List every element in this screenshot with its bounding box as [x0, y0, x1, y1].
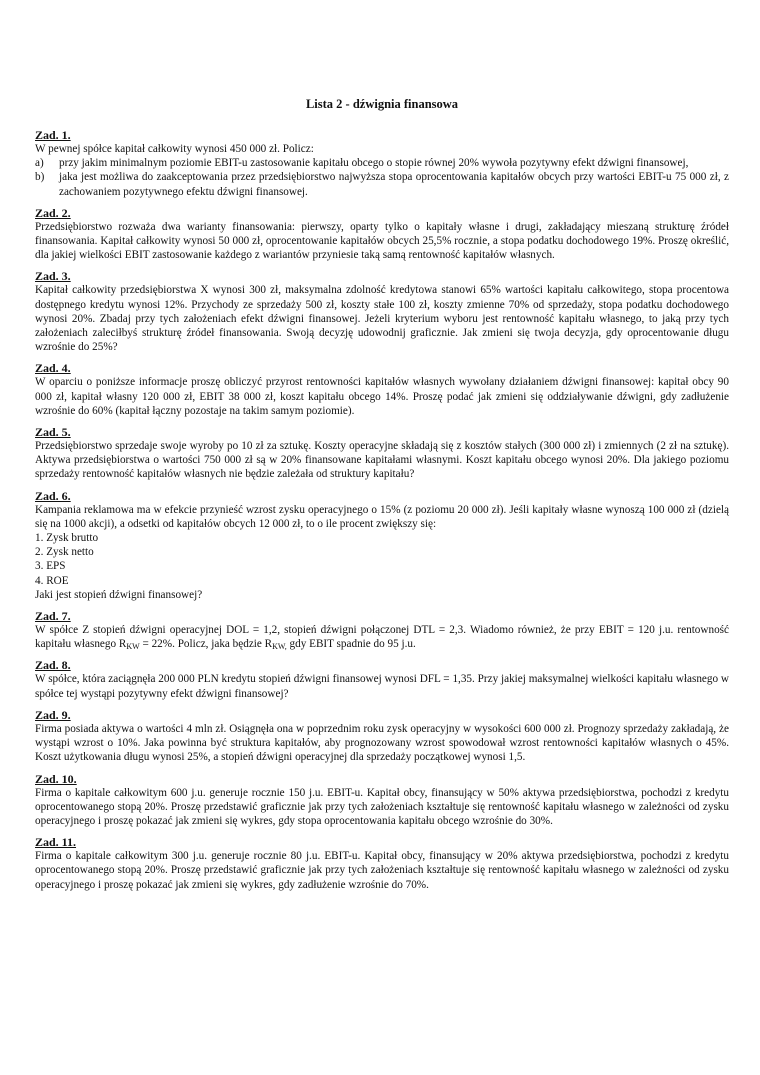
task-7-text-part: = 22%. Policz, jaka będzie R [139, 638, 273, 651]
rkw-subscript: KW [126, 642, 140, 652]
task-8-text: W spółce, która zaciągnęła 200 000 PLN kredytu stopień dźwigni finansowej wynosi DFL = 1,35. Przy jakiej maksymalnej wielkości kapitału własnego w spółce tej wystąpi pozytywny efekt dźwigni finansowej? [35, 673, 729, 700]
task-9-text: Firma posiada aktywa o wartości 4 mln zł. Osiągnęła ona w poprzednim roku zysk operacyjny w wysokości 600 000 zł. Prognozy sprzedaży zakładają, że wystąpi wzrost o 10%. Jaka powinna być struktura kapitałów, aby prognozowany wzrost spowodował wzrost rentowności kapitałów własnych o 45%. Koszt użytkowania długu wynosi 25%, a stopień dźwigni operacyjnej dla sprzedaży początkowej wynosi 1,5. [35, 722, 729, 764]
task-10 [35, 772, 729, 829]
task-7-text [35, 623, 729, 651]
task-1-heading: Zad. 1. [35, 128, 71, 142]
page-title: Lista 2 - dźwignia finansowa [305, 97, 459, 111]
task-1-intro: W pewnej spółce kapitał całkowity wynosi 450 000 zł. Policz: [35, 143, 314, 155]
task-5-heading: Zad. 5. [35, 425, 71, 440]
task-6-question: Jaki jest stopień dźwigni finansowej? [35, 588, 203, 601]
task-2-text: Przedsiębiorstwo rozważa dwa warianty finansowania: pierwszy, oparty tylko o kapitały własne i drugi, zakładający mieszaną strukturę źródeł finansowania. Kapitał całkowity wynosi 50 000 zł, oprocentowanie kapitałów obcych 25,5% rocznie, a stopa podatku dochodowego 19%. Proszę określić, dla jakiej wielkości EBIT zastosowanie każdego z wariantów przyniesie taką samą rentowność kapitałów własnych. [35, 220, 729, 262]
task-7 [35, 609, 729, 651]
task-5 [35, 425, 729, 482]
list-item-text: jaka jest możliwa do zaakceptowania przez przedsiębiorstwo najwyższa stopa oprocentowania kapitałów obcych przy wartości EBIT-u 75 000 zł, z zachowaniem pozytywnego efektu dźwigni finansowej. [59, 171, 729, 198]
task-1-list [35, 156, 729, 199]
list-item-text: przy jakim minimalnym poziomie EBIT-u zastosowanie kapitału obcego o stopie równej 20% wywoła pozytywny efekt dźwigni finansowej, [59, 157, 689, 170]
task-3-heading: Zad. 3. [35, 269, 71, 284]
task-7-text-part: gdy EBIT spadnie do 95 j.u. [286, 638, 416, 651]
task-8-heading: Zad. 8. [35, 658, 71, 673]
task-2-heading: Zad. 2. [35, 205, 71, 220]
task-6-heading: Zad. 6. [35, 488, 71, 503]
task-4-text: W oparciu o poniższe informacje proszę obliczyć przyrost rentowności kapitałów własnych wywołany działaniem dźwigni finansowej: kapitał obcy 90 000 zł, kapitał własny 120 000 zł, EBIT 38 000 zł, koszt kapitału obcego 14%. Proszę podać jak zmieni się oddziaływanie dźwigni, gdy zadłużenie wzrośnie do 60% (kapitał łączny pozostaje na takim samym poziomie). [35, 376, 729, 417]
task-9-heading: Zad. 9. [35, 707, 71, 722]
task-6-item: 4. ROE [35, 574, 69, 587]
task-6-item: 2. Zysk netto [35, 546, 94, 559]
task-7-text-part: W spółce Z stopień dźwigni operacyjnej DOL = 1,2, stopień dźwigni połączonej DTL = 2,3. Wiadomo również, że przy EBIT = 120 j.u. rentowność kapitału własnego R [35, 624, 729, 651]
task-2 [35, 206, 729, 263]
task-7-heading: Zad. 7. [35, 609, 71, 624]
list-item-label: a) [35, 157, 44, 170]
task-6-item: 3. EPS [35, 560, 66, 573]
task-11-text: Firma o kapitale całkowitym 300 j.u. generuje rocznie 80 j.u. EBIT-u. Kapitał obcy, finansujący w 20% aktywa przedsiębiorstwa, pochodzi z kredytu oprocentowanego stopą 20%. Proszę przedstawić graficznie jak przy tych założeniach kształtuje się rentowność kapitału własnego w zależności od zysku operacyjnego i proszę pokazać jak zmieni się wykres, gdy zadłużenie wzrośnie do 70%. [35, 850, 729, 891]
task-5-text: Przedsiębiorstwo sprzedaje swoje wyroby po 10 zł za sztukę. Koszty operacyjne składają się z kosztów stałych (300 000 zł) i zmiennych (2 zł na sztukę). Aktywa przedsiębiorstwa o wartości 750 000 zł są w 20% finansowane kapitałami własnymi. Koszt kapitału obcego wynosi 20%. Dla jakiego poziomu sprzedaży rentowność kapitałów własnych nie będzie zależała od struktury kapitału? [35, 440, 729, 481]
task-11-heading: Zad. 11. [35, 835, 77, 850]
task-4-heading: Zad. 4. [35, 361, 71, 376]
task-11 [35, 835, 729, 892]
task-9 [35, 708, 729, 765]
list-item [35, 170, 729, 198]
task-10-heading: Zad. 10. [35, 771, 77, 786]
task-1 [35, 128, 729, 199]
list-item-label: b) [35, 171, 45, 184]
task-6-item: 1. Zysk brutto [35, 532, 99, 545]
task-10-text: Firma o kapitale całkowitym 600 j.u. generuje rocznie 150 j.u. EBIT-u. Kapitał obcy, finansujący w 50% aktywa przedsiębiorstwa, pochodzi z kredytu oprocentowanego stopą 20%. Proszę przedstawić graficznie jak przy tych założeniach kształtuje się rentowność kapitału własnego w zależności od zysku operacyjnego i proszę pokazać jak zmieni się wykres, gdy stopa oprocentowania kapitału obcego wzrośnie do 30%. [35, 786, 729, 827]
task-8 [35, 658, 729, 700]
task-4 [35, 361, 729, 418]
rkw-subscript: KW, [272, 642, 287, 652]
task-6 [35, 489, 729, 602]
task-3-text: Kapitał całkowity przedsiębiorstwa X wynosi 300 zł, maksymalna zdolność kredytowa stanowi 65% wartości kapitału całkowitego, stopa procentowa dostępnego kredytu wynosi 12%. Przychody ze sprzedaży 500 zł, koszty stałe 100 zł, koszty zmienne 70% od sprzedaży, stopa podatku dochodowego wynosi 20%. Zbadaj przy tych założeniach efekt dźwigni finansowej. Jeżeli kryterium wyboru jest rentowność kapitału własnego, to jaką przy tych założeniach zaleciłbyś strukturę źródeł finansowania. Swoją decyzję udowodnij graficznie. Jak zmieni się twoja decyzja, gdy oprocentowanie długu wzrośnie do 25%? [35, 284, 729, 354]
task-3 [35, 269, 729, 354]
task-6-text: Kampania reklamowa ma w efekcie przynieść wzrost zysku operacyjnego o 15% (z poziomu 20 000 zł). Jeśli kapitały własne wynoszą 100 000 zł (dzielą się na 1000 akcji), a odsetki od kapitałów obcych 12 000 zł, to o ile procent zwiększy się: [35, 503, 729, 530]
list-item [35, 156, 729, 170]
